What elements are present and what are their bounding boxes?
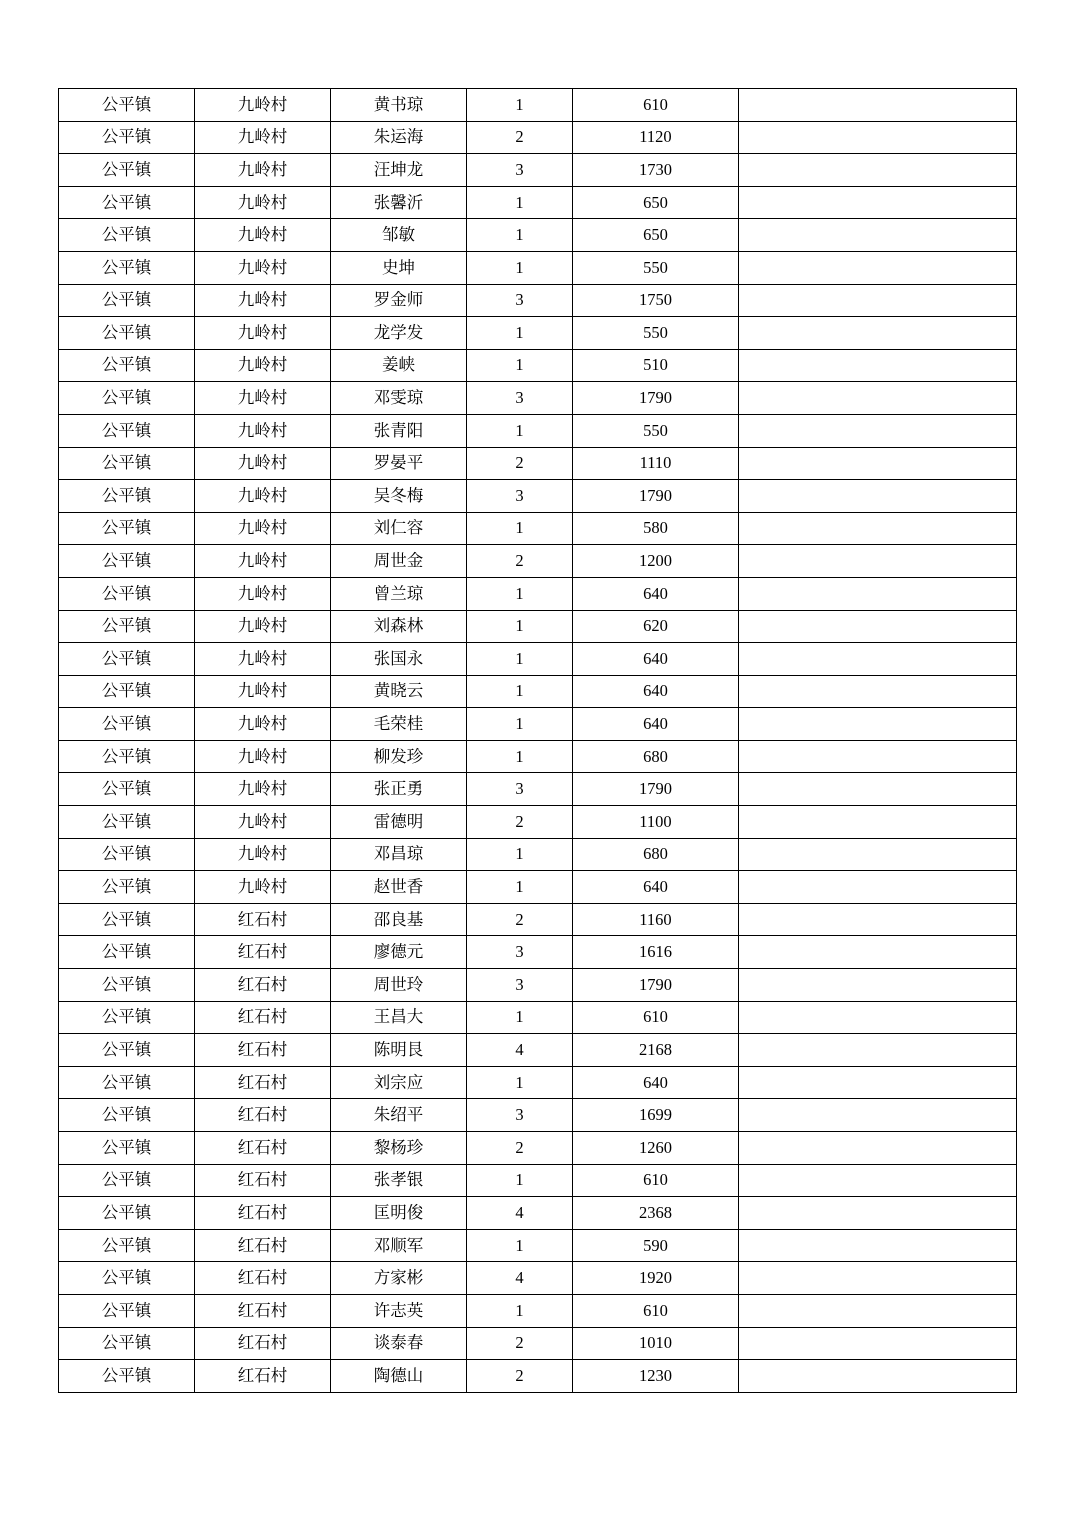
cell-note bbox=[739, 512, 1017, 545]
cell-town: 公平镇 bbox=[59, 284, 195, 317]
cell-note bbox=[739, 186, 1017, 219]
cell-name: 朱绍平 bbox=[331, 1099, 467, 1132]
table-row bbox=[59, 447, 1017, 480]
cell-note bbox=[739, 773, 1017, 806]
table-row bbox=[59, 1164, 1017, 1197]
cell-amount: 1100 bbox=[573, 806, 739, 839]
cell-town: 公平镇 bbox=[59, 903, 195, 936]
cell-name: 汪坤龙 bbox=[331, 154, 467, 187]
cell-name: 张馨沂 bbox=[331, 186, 467, 219]
cell-village: 红石村 bbox=[195, 936, 331, 969]
cell-amount: 1200 bbox=[573, 545, 739, 578]
cell-village: 九岭村 bbox=[195, 154, 331, 187]
cell-amount: 640 bbox=[573, 675, 739, 708]
cell-note bbox=[739, 1099, 1017, 1132]
table-row bbox=[59, 871, 1017, 904]
cell-amount: 680 bbox=[573, 838, 739, 871]
cell-village: 九岭村 bbox=[195, 740, 331, 773]
cell-village: 九岭村 bbox=[195, 89, 331, 122]
table-row bbox=[59, 317, 1017, 350]
cell-name: 姜峡 bbox=[331, 349, 467, 382]
cell-count: 2 bbox=[467, 806, 573, 839]
cell-village: 九岭村 bbox=[195, 838, 331, 871]
cell-town: 公平镇 bbox=[59, 969, 195, 1002]
cell-village: 红石村 bbox=[195, 1197, 331, 1230]
cell-village: 九岭村 bbox=[195, 186, 331, 219]
cell-village: 九岭村 bbox=[195, 284, 331, 317]
cell-name: 罗金师 bbox=[331, 284, 467, 317]
cell-name: 匡明俊 bbox=[331, 1197, 467, 1230]
cell-amount: 590 bbox=[573, 1229, 739, 1262]
cell-amount: 640 bbox=[573, 577, 739, 610]
cell-town: 公平镇 bbox=[59, 121, 195, 154]
cell-count: 1 bbox=[467, 871, 573, 904]
cell-count: 1 bbox=[467, 414, 573, 447]
cell-village: 九岭村 bbox=[195, 708, 331, 741]
subsidy-table bbox=[58, 88, 1017, 1393]
cell-count: 2 bbox=[467, 545, 573, 578]
cell-note bbox=[739, 545, 1017, 578]
cell-amount: 1730 bbox=[573, 154, 739, 187]
cell-amount: 1790 bbox=[573, 773, 739, 806]
table-row bbox=[59, 121, 1017, 154]
cell-note bbox=[739, 903, 1017, 936]
cell-count: 2 bbox=[467, 121, 573, 154]
cell-note bbox=[739, 480, 1017, 513]
cell-name: 周世金 bbox=[331, 545, 467, 578]
cell-count: 4 bbox=[467, 1197, 573, 1230]
cell-count: 1 bbox=[467, 708, 573, 741]
cell-town: 公平镇 bbox=[59, 1360, 195, 1393]
cell-town: 公平镇 bbox=[59, 1229, 195, 1262]
cell-village: 九岭村 bbox=[195, 317, 331, 350]
cell-note bbox=[739, 1197, 1017, 1230]
cell-note bbox=[739, 1132, 1017, 1165]
cell-amount: 650 bbox=[573, 219, 739, 252]
cell-village: 九岭村 bbox=[195, 251, 331, 284]
cell-village: 九岭村 bbox=[195, 545, 331, 578]
cell-note bbox=[739, 1066, 1017, 1099]
cell-note bbox=[739, 675, 1017, 708]
cell-village: 九岭村 bbox=[195, 382, 331, 415]
cell-town: 公平镇 bbox=[59, 349, 195, 382]
cell-village: 红石村 bbox=[195, 969, 331, 1002]
table-row bbox=[59, 219, 1017, 252]
cell-amount: 610 bbox=[573, 1294, 739, 1327]
cell-town: 公平镇 bbox=[59, 871, 195, 904]
cell-count: 4 bbox=[467, 1034, 573, 1067]
table-row bbox=[59, 1197, 1017, 1230]
cell-town: 公平镇 bbox=[59, 545, 195, 578]
cell-amount: 640 bbox=[573, 643, 739, 676]
cell-amount: 620 bbox=[573, 610, 739, 643]
cell-note bbox=[739, 969, 1017, 1002]
cell-village: 红石村 bbox=[195, 1066, 331, 1099]
cell-town: 公平镇 bbox=[59, 740, 195, 773]
cell-town: 公平镇 bbox=[59, 1066, 195, 1099]
cell-name: 龙学发 bbox=[331, 317, 467, 350]
cell-count: 3 bbox=[467, 969, 573, 1002]
table-row bbox=[59, 610, 1017, 643]
cell-note bbox=[739, 154, 1017, 187]
cell-amount: 1790 bbox=[573, 382, 739, 415]
table-row bbox=[59, 414, 1017, 447]
cell-count: 1 bbox=[467, 577, 573, 610]
cell-amount: 650 bbox=[573, 186, 739, 219]
cell-town: 公平镇 bbox=[59, 414, 195, 447]
cell-village: 红石村 bbox=[195, 1001, 331, 1034]
cell-town: 公平镇 bbox=[59, 219, 195, 252]
cell-village: 九岭村 bbox=[195, 577, 331, 610]
cell-town: 公平镇 bbox=[59, 512, 195, 545]
cell-count: 1 bbox=[467, 1001, 573, 1034]
cell-name: 史坤 bbox=[331, 251, 467, 284]
cell-note bbox=[739, 577, 1017, 610]
table-row bbox=[59, 545, 1017, 578]
table-row bbox=[59, 1132, 1017, 1165]
cell-town: 公平镇 bbox=[59, 1197, 195, 1230]
cell-name: 刘森林 bbox=[331, 610, 467, 643]
table-row bbox=[59, 838, 1017, 871]
table-row bbox=[59, 349, 1017, 382]
cell-town: 公平镇 bbox=[59, 154, 195, 187]
cell-village: 红石村 bbox=[195, 1132, 331, 1165]
cell-village: 九岭村 bbox=[195, 349, 331, 382]
cell-count: 3 bbox=[467, 480, 573, 513]
cell-count: 1 bbox=[467, 317, 573, 350]
cell-amount: 1110 bbox=[573, 447, 739, 480]
table-row bbox=[59, 251, 1017, 284]
table-row bbox=[59, 773, 1017, 806]
cell-name: 黄书琼 bbox=[331, 89, 467, 122]
cell-name: 朱运海 bbox=[331, 121, 467, 154]
cell-note bbox=[739, 349, 1017, 382]
cell-amount: 610 bbox=[573, 1001, 739, 1034]
table-row bbox=[59, 186, 1017, 219]
cell-note bbox=[739, 317, 1017, 350]
cell-name: 刘宗应 bbox=[331, 1066, 467, 1099]
cell-name: 黎杨珍 bbox=[331, 1132, 467, 1165]
cell-village: 九岭村 bbox=[195, 610, 331, 643]
cell-town: 公平镇 bbox=[59, 1327, 195, 1360]
cell-note bbox=[739, 806, 1017, 839]
cell-amount: 550 bbox=[573, 317, 739, 350]
cell-note bbox=[739, 643, 1017, 676]
table-row bbox=[59, 577, 1017, 610]
table-row bbox=[59, 154, 1017, 187]
cell-count: 2 bbox=[467, 903, 573, 936]
cell-amount: 2168 bbox=[573, 1034, 739, 1067]
table-row bbox=[59, 740, 1017, 773]
cell-count: 1 bbox=[467, 610, 573, 643]
cell-amount: 510 bbox=[573, 349, 739, 382]
table-row bbox=[59, 1099, 1017, 1132]
cell-town: 公平镇 bbox=[59, 643, 195, 676]
table-row bbox=[59, 1262, 1017, 1295]
cell-village: 九岭村 bbox=[195, 806, 331, 839]
cell-count: 1 bbox=[467, 89, 573, 122]
cell-village: 红石村 bbox=[195, 903, 331, 936]
cell-amount: 640 bbox=[573, 871, 739, 904]
cell-village: 九岭村 bbox=[195, 447, 331, 480]
cell-town: 公平镇 bbox=[59, 317, 195, 350]
cell-name: 刘仁容 bbox=[331, 512, 467, 545]
table-row bbox=[59, 1034, 1017, 1067]
cell-town: 公平镇 bbox=[59, 577, 195, 610]
cell-town: 公平镇 bbox=[59, 708, 195, 741]
cell-note bbox=[739, 219, 1017, 252]
cell-name: 邵良基 bbox=[331, 903, 467, 936]
cell-note bbox=[739, 382, 1017, 415]
cell-name: 黄晓云 bbox=[331, 675, 467, 708]
cell-note bbox=[739, 871, 1017, 904]
cell-town: 公平镇 bbox=[59, 610, 195, 643]
cell-village: 红石村 bbox=[195, 1034, 331, 1067]
table-row bbox=[59, 284, 1017, 317]
table-row bbox=[59, 1360, 1017, 1393]
cell-note bbox=[739, 1229, 1017, 1262]
cell-village: 红石村 bbox=[195, 1294, 331, 1327]
cell-count: 1 bbox=[467, 512, 573, 545]
table-row bbox=[59, 936, 1017, 969]
cell-note bbox=[739, 936, 1017, 969]
table-row bbox=[59, 89, 1017, 122]
cell-amount: 550 bbox=[573, 414, 739, 447]
cell-note bbox=[739, 414, 1017, 447]
cell-count: 1 bbox=[467, 643, 573, 676]
cell-note bbox=[739, 740, 1017, 773]
cell-note bbox=[739, 1001, 1017, 1034]
cell-name: 曾兰琼 bbox=[331, 577, 467, 610]
cell-count: 3 bbox=[467, 382, 573, 415]
table-row bbox=[59, 1229, 1017, 1262]
cell-note bbox=[739, 447, 1017, 480]
cell-amount: 1699 bbox=[573, 1099, 739, 1132]
cell-town: 公平镇 bbox=[59, 447, 195, 480]
cell-town: 公平镇 bbox=[59, 838, 195, 871]
table-row bbox=[59, 1066, 1017, 1099]
cell-note bbox=[739, 121, 1017, 154]
cell-name: 陈明艮 bbox=[331, 1034, 467, 1067]
cell-amount: 680 bbox=[573, 740, 739, 773]
cell-town: 公平镇 bbox=[59, 1099, 195, 1132]
cell-village: 九岭村 bbox=[195, 414, 331, 447]
table-row bbox=[59, 382, 1017, 415]
table-row bbox=[59, 643, 1017, 676]
cell-name: 邓雯琼 bbox=[331, 382, 467, 415]
cell-count: 1 bbox=[467, 349, 573, 382]
cell-amount: 1750 bbox=[573, 284, 739, 317]
cell-count: 3 bbox=[467, 284, 573, 317]
cell-amount: 1230 bbox=[573, 1360, 739, 1393]
cell-village: 九岭村 bbox=[195, 773, 331, 806]
cell-amount: 1790 bbox=[573, 480, 739, 513]
table-row bbox=[59, 903, 1017, 936]
cell-count: 2 bbox=[467, 1132, 573, 1165]
cell-town: 公平镇 bbox=[59, 186, 195, 219]
cell-town: 公平镇 bbox=[59, 89, 195, 122]
cell-village: 红石村 bbox=[195, 1360, 331, 1393]
cell-amount: 1790 bbox=[573, 969, 739, 1002]
cell-town: 公平镇 bbox=[59, 806, 195, 839]
cell-note bbox=[739, 1327, 1017, 1360]
table-row bbox=[59, 480, 1017, 513]
cell-note bbox=[739, 1262, 1017, 1295]
cell-amount: 1260 bbox=[573, 1132, 739, 1165]
cell-name: 罗晏平 bbox=[331, 447, 467, 480]
table-row bbox=[59, 708, 1017, 741]
cell-amount: 1010 bbox=[573, 1327, 739, 1360]
cell-amount: 1616 bbox=[573, 936, 739, 969]
cell-note bbox=[739, 838, 1017, 871]
cell-count: 2 bbox=[467, 1360, 573, 1393]
cell-amount: 610 bbox=[573, 89, 739, 122]
cell-name: 张国永 bbox=[331, 643, 467, 676]
cell-name: 张正勇 bbox=[331, 773, 467, 806]
cell-count: 3 bbox=[467, 773, 573, 806]
cell-count: 1 bbox=[467, 1066, 573, 1099]
cell-amount: 550 bbox=[573, 251, 739, 284]
cell-note bbox=[739, 284, 1017, 317]
cell-count: 3 bbox=[467, 154, 573, 187]
cell-village: 九岭村 bbox=[195, 512, 331, 545]
cell-amount: 640 bbox=[573, 1066, 739, 1099]
cell-count: 1 bbox=[467, 740, 573, 773]
cell-town: 公平镇 bbox=[59, 480, 195, 513]
cell-village: 红石村 bbox=[195, 1164, 331, 1197]
cell-town: 公平镇 bbox=[59, 1164, 195, 1197]
cell-town: 公平镇 bbox=[59, 1034, 195, 1067]
cell-name: 吴冬梅 bbox=[331, 480, 467, 513]
cell-amount: 610 bbox=[573, 1164, 739, 1197]
cell-village: 九岭村 bbox=[195, 219, 331, 252]
cell-name: 王昌大 bbox=[331, 1001, 467, 1034]
cell-town: 公平镇 bbox=[59, 1001, 195, 1034]
cell-name: 邓昌琼 bbox=[331, 838, 467, 871]
table-body bbox=[59, 89, 1017, 1393]
cell-count: 3 bbox=[467, 936, 573, 969]
cell-town: 公平镇 bbox=[59, 1294, 195, 1327]
cell-village: 九岭村 bbox=[195, 480, 331, 513]
cell-town: 公平镇 bbox=[59, 251, 195, 284]
cell-name: 毛荣桂 bbox=[331, 708, 467, 741]
table-row bbox=[59, 1294, 1017, 1327]
cell-village: 九岭村 bbox=[195, 121, 331, 154]
cell-name: 张孝银 bbox=[331, 1164, 467, 1197]
cell-name: 柳发珍 bbox=[331, 740, 467, 773]
cell-name: 廖德元 bbox=[331, 936, 467, 969]
cell-village: 红石村 bbox=[195, 1327, 331, 1360]
cell-count: 2 bbox=[467, 447, 573, 480]
cell-count: 1 bbox=[467, 1229, 573, 1262]
cell-amount: 1920 bbox=[573, 1262, 739, 1295]
cell-count: 2 bbox=[467, 1327, 573, 1360]
cell-note bbox=[739, 1034, 1017, 1067]
cell-town: 公平镇 bbox=[59, 675, 195, 708]
cell-amount: 1120 bbox=[573, 121, 739, 154]
table-row bbox=[59, 969, 1017, 1002]
cell-name: 方家彬 bbox=[331, 1262, 467, 1295]
cell-note bbox=[739, 610, 1017, 643]
cell-name: 赵世香 bbox=[331, 871, 467, 904]
cell-village: 九岭村 bbox=[195, 675, 331, 708]
cell-village: 红石村 bbox=[195, 1099, 331, 1132]
cell-name: 许志英 bbox=[331, 1294, 467, 1327]
cell-count: 4 bbox=[467, 1262, 573, 1295]
cell-amount: 580 bbox=[573, 512, 739, 545]
cell-note bbox=[739, 1294, 1017, 1327]
cell-town: 公平镇 bbox=[59, 936, 195, 969]
cell-count: 1 bbox=[467, 186, 573, 219]
table-row bbox=[59, 512, 1017, 545]
cell-note bbox=[739, 1360, 1017, 1393]
table-row bbox=[59, 1001, 1017, 1034]
cell-name: 周世玲 bbox=[331, 969, 467, 1002]
cell-name: 张青阳 bbox=[331, 414, 467, 447]
cell-count: 1 bbox=[467, 251, 573, 284]
cell-town: 公平镇 bbox=[59, 1132, 195, 1165]
cell-count: 1 bbox=[467, 1164, 573, 1197]
cell-village: 红石村 bbox=[195, 1262, 331, 1295]
cell-town: 公平镇 bbox=[59, 382, 195, 415]
cell-name: 谈泰春 bbox=[331, 1327, 467, 1360]
cell-amount: 2368 bbox=[573, 1197, 739, 1230]
cell-name: 陶德山 bbox=[331, 1360, 467, 1393]
cell-note bbox=[739, 1164, 1017, 1197]
cell-name: 雷德明 bbox=[331, 806, 467, 839]
table-row bbox=[59, 1327, 1017, 1360]
cell-note bbox=[739, 251, 1017, 284]
cell-name: 邓顺军 bbox=[331, 1229, 467, 1262]
cell-village: 红石村 bbox=[195, 1229, 331, 1262]
cell-count: 1 bbox=[467, 838, 573, 871]
table-row bbox=[59, 806, 1017, 839]
cell-count: 1 bbox=[467, 219, 573, 252]
cell-town: 公平镇 bbox=[59, 1262, 195, 1295]
cell-village: 九岭村 bbox=[195, 643, 331, 676]
cell-count: 1 bbox=[467, 1294, 573, 1327]
cell-town: 公平镇 bbox=[59, 773, 195, 806]
cell-note bbox=[739, 708, 1017, 741]
table-row bbox=[59, 675, 1017, 708]
cell-count: 1 bbox=[467, 675, 573, 708]
cell-note bbox=[739, 89, 1017, 122]
cell-amount: 640 bbox=[573, 708, 739, 741]
cell-name: 邹敏 bbox=[331, 219, 467, 252]
cell-village: 九岭村 bbox=[195, 871, 331, 904]
cell-count: 3 bbox=[467, 1099, 573, 1132]
cell-amount: 1160 bbox=[573, 903, 739, 936]
